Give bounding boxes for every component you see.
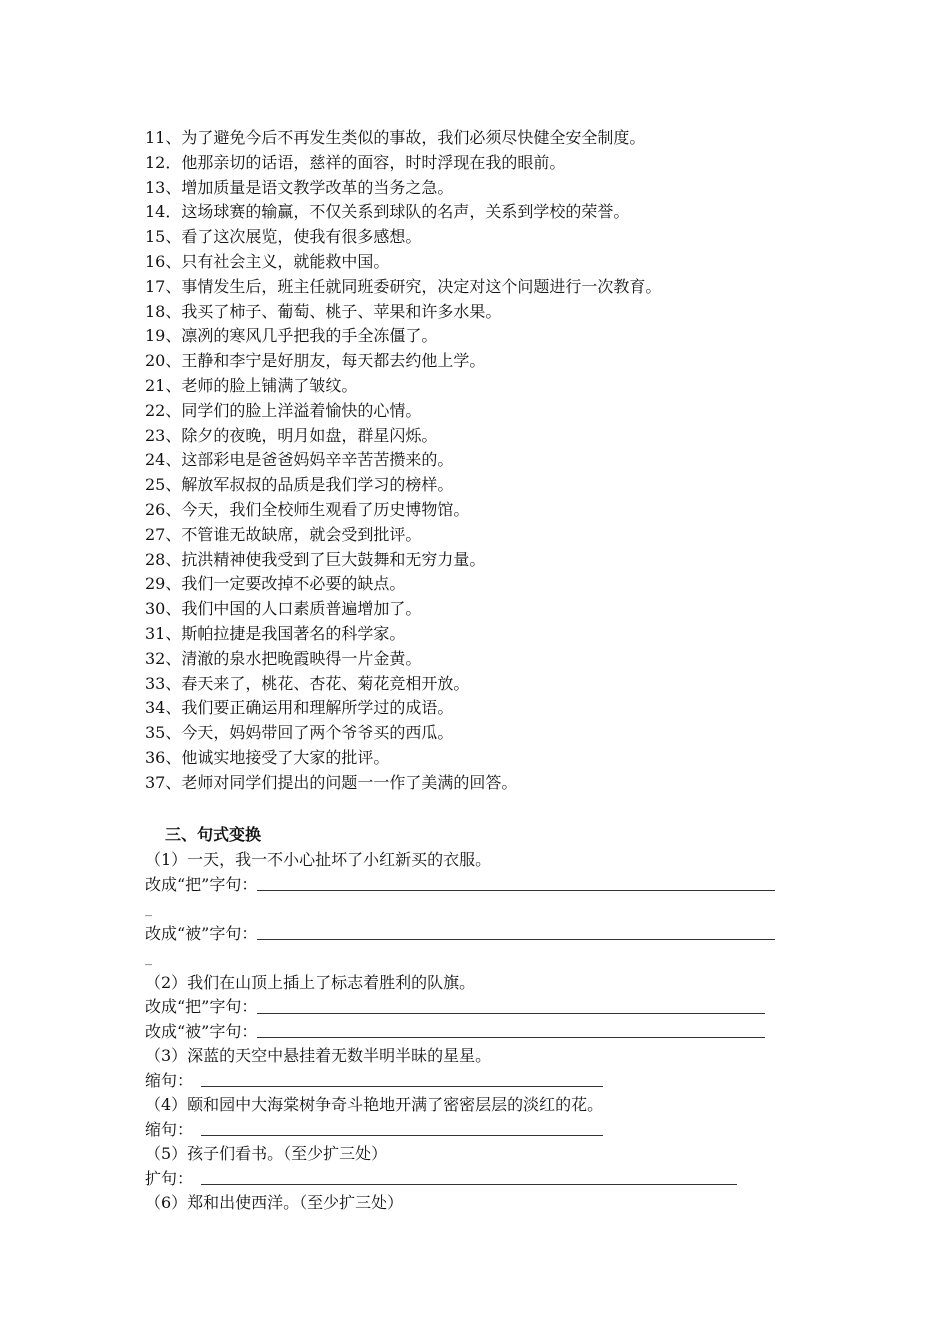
question-4: （4）颐和园中大海棠树争奇斗艳地开满了密密层层的淡红的花。 <box>145 1095 604 1114</box>
sentence-item: 22、同学们的脸上洋溢着愉快的心情。 <box>145 400 422 420</box>
sentence-item: 37、老师对同学们提出的问题一一作了美满的回答。 <box>145 772 518 792</box>
answer-blank[interactable] <box>257 1021 765 1038</box>
answer-blank[interactable] <box>201 1070 603 1087</box>
answer-blank[interactable] <box>201 1168 737 1185</box>
sentence-item: 27、不管谁无故缺席，就会受到批评。 <box>145 524 422 544</box>
sentence-item: 31、斯帕拉捷是我国著名的科学家。 <box>145 623 406 643</box>
sentence-item: 25、解放军叔叔的品质是我们学习的榜样。 <box>145 475 454 495</box>
answer-1-bei <box>145 922 825 947</box>
overflow-mark: _ <box>145 950 152 966</box>
answer-1-ba <box>145 873 825 898</box>
sentence-item: 24、这部彩电是爸爸妈妈辛辛苦苦攒来的。 <box>145 450 454 470</box>
sentence-item: 16、只有社会主义，就能救中国。 <box>145 251 390 271</box>
sentence-item: 33、春天来了，桃花、杏花、菊花竞相开放。 <box>145 673 470 693</box>
answer-label: 改成“被”字句： <box>145 1021 258 1041</box>
sentence-item: 34、我们要正确运用和理解所学过的成语。 <box>145 698 454 718</box>
sentence-item: 21、老师的脸上铺满了皱纹。 <box>145 375 358 395</box>
answer-label: 改成“把”字句： <box>145 997 258 1016</box>
answer-blank[interactable] <box>257 997 765 1014</box>
sentence-item: 19、凛冽的寒风几乎把我的手全冻僵了。 <box>145 326 438 346</box>
question-5: （5）孩子们看书。（至少扩三处） <box>145 1144 388 1163</box>
answer-label: 缩句： <box>145 1119 194 1139</box>
answer-3 <box>145 1069 825 1094</box>
answer-2-ba <box>145 995 825 1020</box>
answer-4 <box>145 1118 825 1143</box>
question-3: （3）深蓝的天空中悬挂着无数半明半昧的星星。 <box>145 1046 492 1065</box>
answer-blank[interactable] <box>257 923 775 940</box>
sentence-item: 28、抗洪精神使我受到了巨大鼓舞和无穷力量。 <box>145 549 486 569</box>
sentence-item: 11、为了避免今后不再发生类似的事故，我们必须尽快健全安全制度。 <box>145 128 646 147</box>
sentence-item: 30、我们中国的人口素质普遍增加了。 <box>145 599 422 619</box>
answer-2-bei <box>145 1020 825 1045</box>
sentence-item: 17、事情发生后，班主任就同班委研究，决定对这个问题进行一次教育。 <box>145 276 662 296</box>
sentence-item: 15、看了这次展览，使我有很多感想。 <box>145 227 422 247</box>
sentence-item: 29、我们一定要改掉不必要的缺点。 <box>145 574 406 594</box>
answer-label: 缩句： <box>145 1070 194 1090</box>
sentence-item: 35、今天，妈妈带回了两个爷爷买的西瓜。 <box>145 723 454 743</box>
sentence-item: 12．他那亲切的话语，慈祥的面容，时时浮现在我的眼前。 <box>145 152 566 172</box>
answer-5 <box>145 1167 825 1192</box>
sentence-item: 36、他诚实地接受了大家的批评。 <box>145 747 390 767</box>
question-2: （2）我们在山顶上插上了标志着胜利的队旗。 <box>145 972 476 992</box>
section-heading: 三、句式变换 <box>165 825 262 844</box>
sentence-item: 23、除夕的夜晚，明月如盘，群星闪烁。 <box>145 425 438 445</box>
sentence-item: 32、清澈的泉水把晚霞映得一片金黄。 <box>145 648 422 668</box>
answer-blank[interactable] <box>201 1119 603 1136</box>
sentence-item: 26、今天，我们全校师生观看了历史博物馆。 <box>145 499 470 519</box>
question-6: （6）郑和出使西洋。（至少扩三处） <box>145 1193 404 1212</box>
sentence-item: 20、王静和李宁是好朋友，每天都去约他上学。 <box>145 351 486 371</box>
answer-blank[interactable] <box>257 874 775 891</box>
question-1: （1）一天，我一不小心扯坏了小红新买的衣服。 <box>145 850 492 869</box>
answer-label: 扩句： <box>145 1168 194 1188</box>
sentence-item: 14．这场球赛的输赢，不仅关系到球队的名声，关系到学校的荣誉。 <box>145 202 630 222</box>
sentence-transformation-section <box>145 822 825 1216</box>
overflow-mark: _ <box>145 901 152 917</box>
answer-label: 改成“被”字句： <box>145 923 258 943</box>
answer-label: 改成“把”字句： <box>145 874 258 894</box>
sentence-item: 13、增加质量是语文教学改革的当务之急。 <box>145 177 454 197</box>
sentence-item: 18、我买了柿子、葡萄、桃子、苹果和许多水果。 <box>145 301 502 321</box>
sentence-list <box>145 126 825 796</box>
